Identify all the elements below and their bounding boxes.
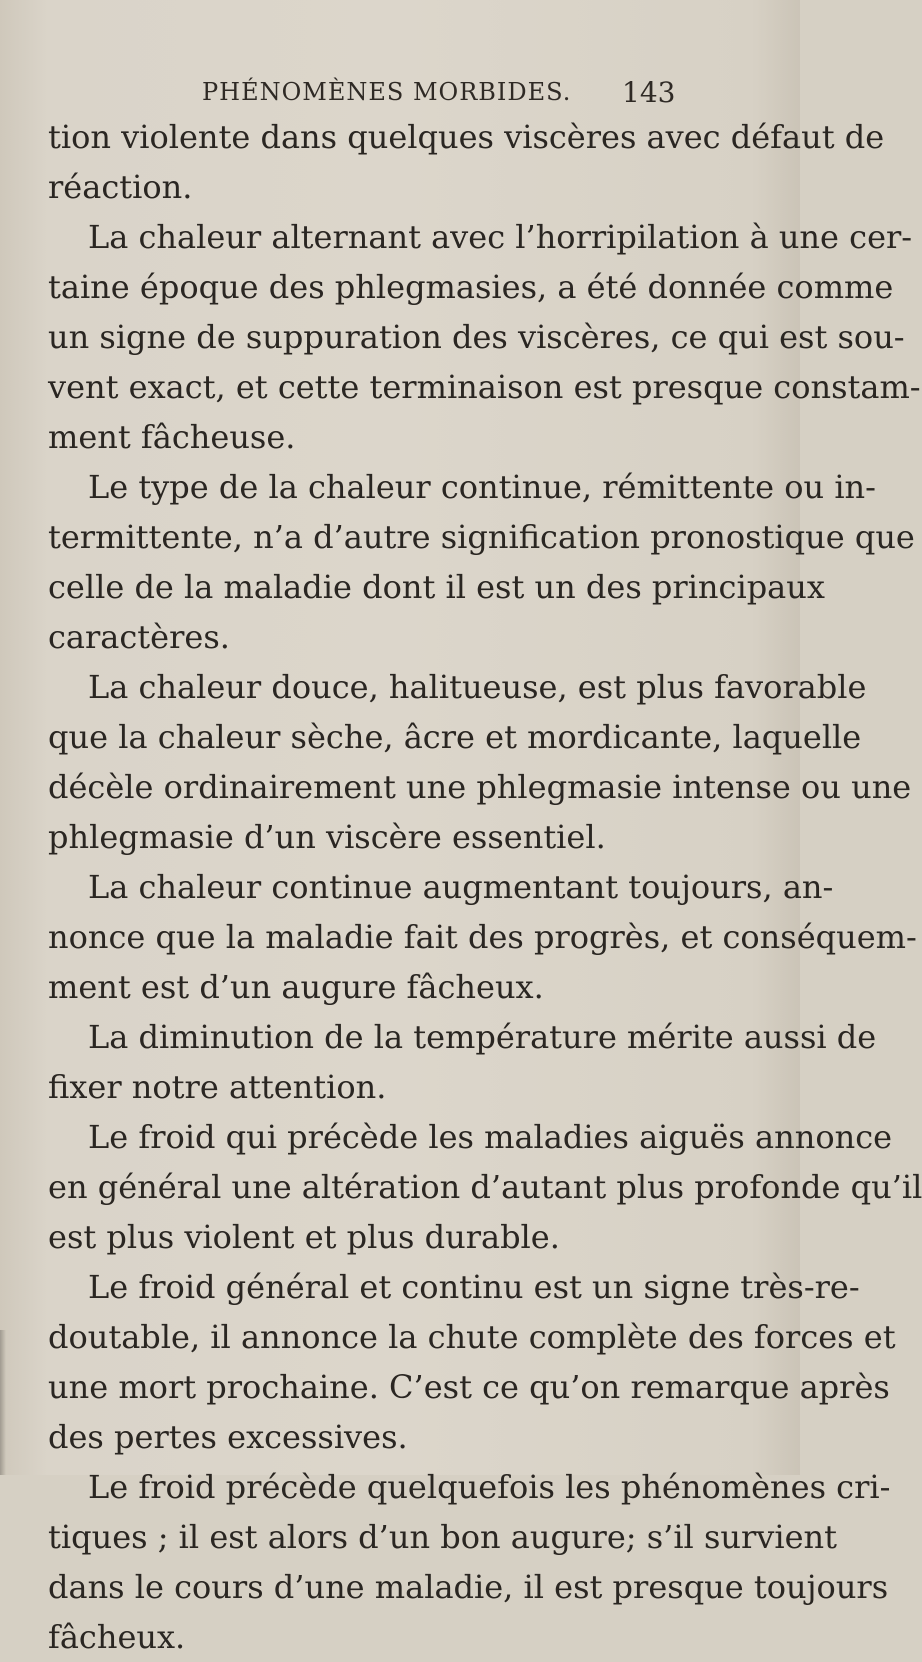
text-line: La diminution de la température mérite aussi de — [88, 1018, 877, 1056]
page-edge-shadow — [0, 1330, 6, 1475]
running-head: PHÉNOMÈNES MORBIDES. — [202, 78, 572, 106]
text-line: dans le cours d’une maladie, il est presque toujours — [48, 1568, 889, 1606]
text-line: caractères. — [48, 618, 230, 656]
text-line: fâcheux. — [48, 1618, 186, 1656]
text-line: une mort prochaine. C’est ce qu’on remarque après — [48, 1368, 890, 1406]
text-line: décèle ordinairement une phlegmasie intense ou une — [48, 768, 912, 806]
text-line: que la chaleur sèche, âcre et mordicante, laquelle — [48, 718, 862, 756]
text-line: phlegmasie d’un viscère essentiel. — [48, 818, 606, 856]
text-line: taine époque des phlegmasies, a été donnée comme — [48, 268, 894, 306]
text-line: fixer notre attention. — [48, 1068, 387, 1106]
text-line: est plus violent et plus durable. — [48, 1218, 560, 1256]
body-text — [48, 112, 922, 1662]
text-line: en général une altération d’autant plus profonde qu’il — [48, 1168, 922, 1206]
text-line: doutable, il annonce la chute complète des forces et — [48, 1318, 896, 1356]
text-line: Le type de la chaleur continue, rémittente ou in- — [88, 468, 876, 506]
text-line: des pertes excessives. — [48, 1418, 408, 1456]
text-line: La chaleur continue augmentant toujours, an- — [88, 868, 834, 906]
text-line: La chaleur douce, halitueuse, est plus favorable — [88, 668, 867, 706]
page-number: 143 — [622, 76, 676, 109]
text-line: Le froid général et continu est un signe très-re- — [88, 1268, 860, 1306]
text-line: Le froid précède quelquefois les phénomènes cri- — [88, 1468, 891, 1506]
text-line: La chaleur alternant avec l’horripilation à une cer- — [88, 218, 913, 256]
text-line: termittente, n’a d’autre signification pronostique que — [48, 518, 915, 556]
text-line: celle de la maladie dont il est un des principaux — [48, 568, 825, 606]
text-line: Le froid qui précède les maladies aiguës annonce — [88, 1118, 893, 1156]
text-line: tion violente dans quelques viscères avec défaut de — [48, 118, 885, 156]
text-line: vent exact, et cette terminaison est presque constam- — [48, 368, 921, 406]
text-line: ment est d’un augure fâcheux. — [48, 968, 544, 1006]
text-line: nonce que la maladie fait des progrès, et conséquem- — [48, 918, 917, 956]
text-line: un signe de suppuration des viscères, ce qui est sou- — [48, 318, 905, 356]
text-line: réaction. — [48, 168, 193, 206]
text-line: ment fâcheuse. — [48, 418, 296, 456]
text-line: tiques ; il est alors d’un bon augure; s’il survient — [48, 1518, 837, 1556]
